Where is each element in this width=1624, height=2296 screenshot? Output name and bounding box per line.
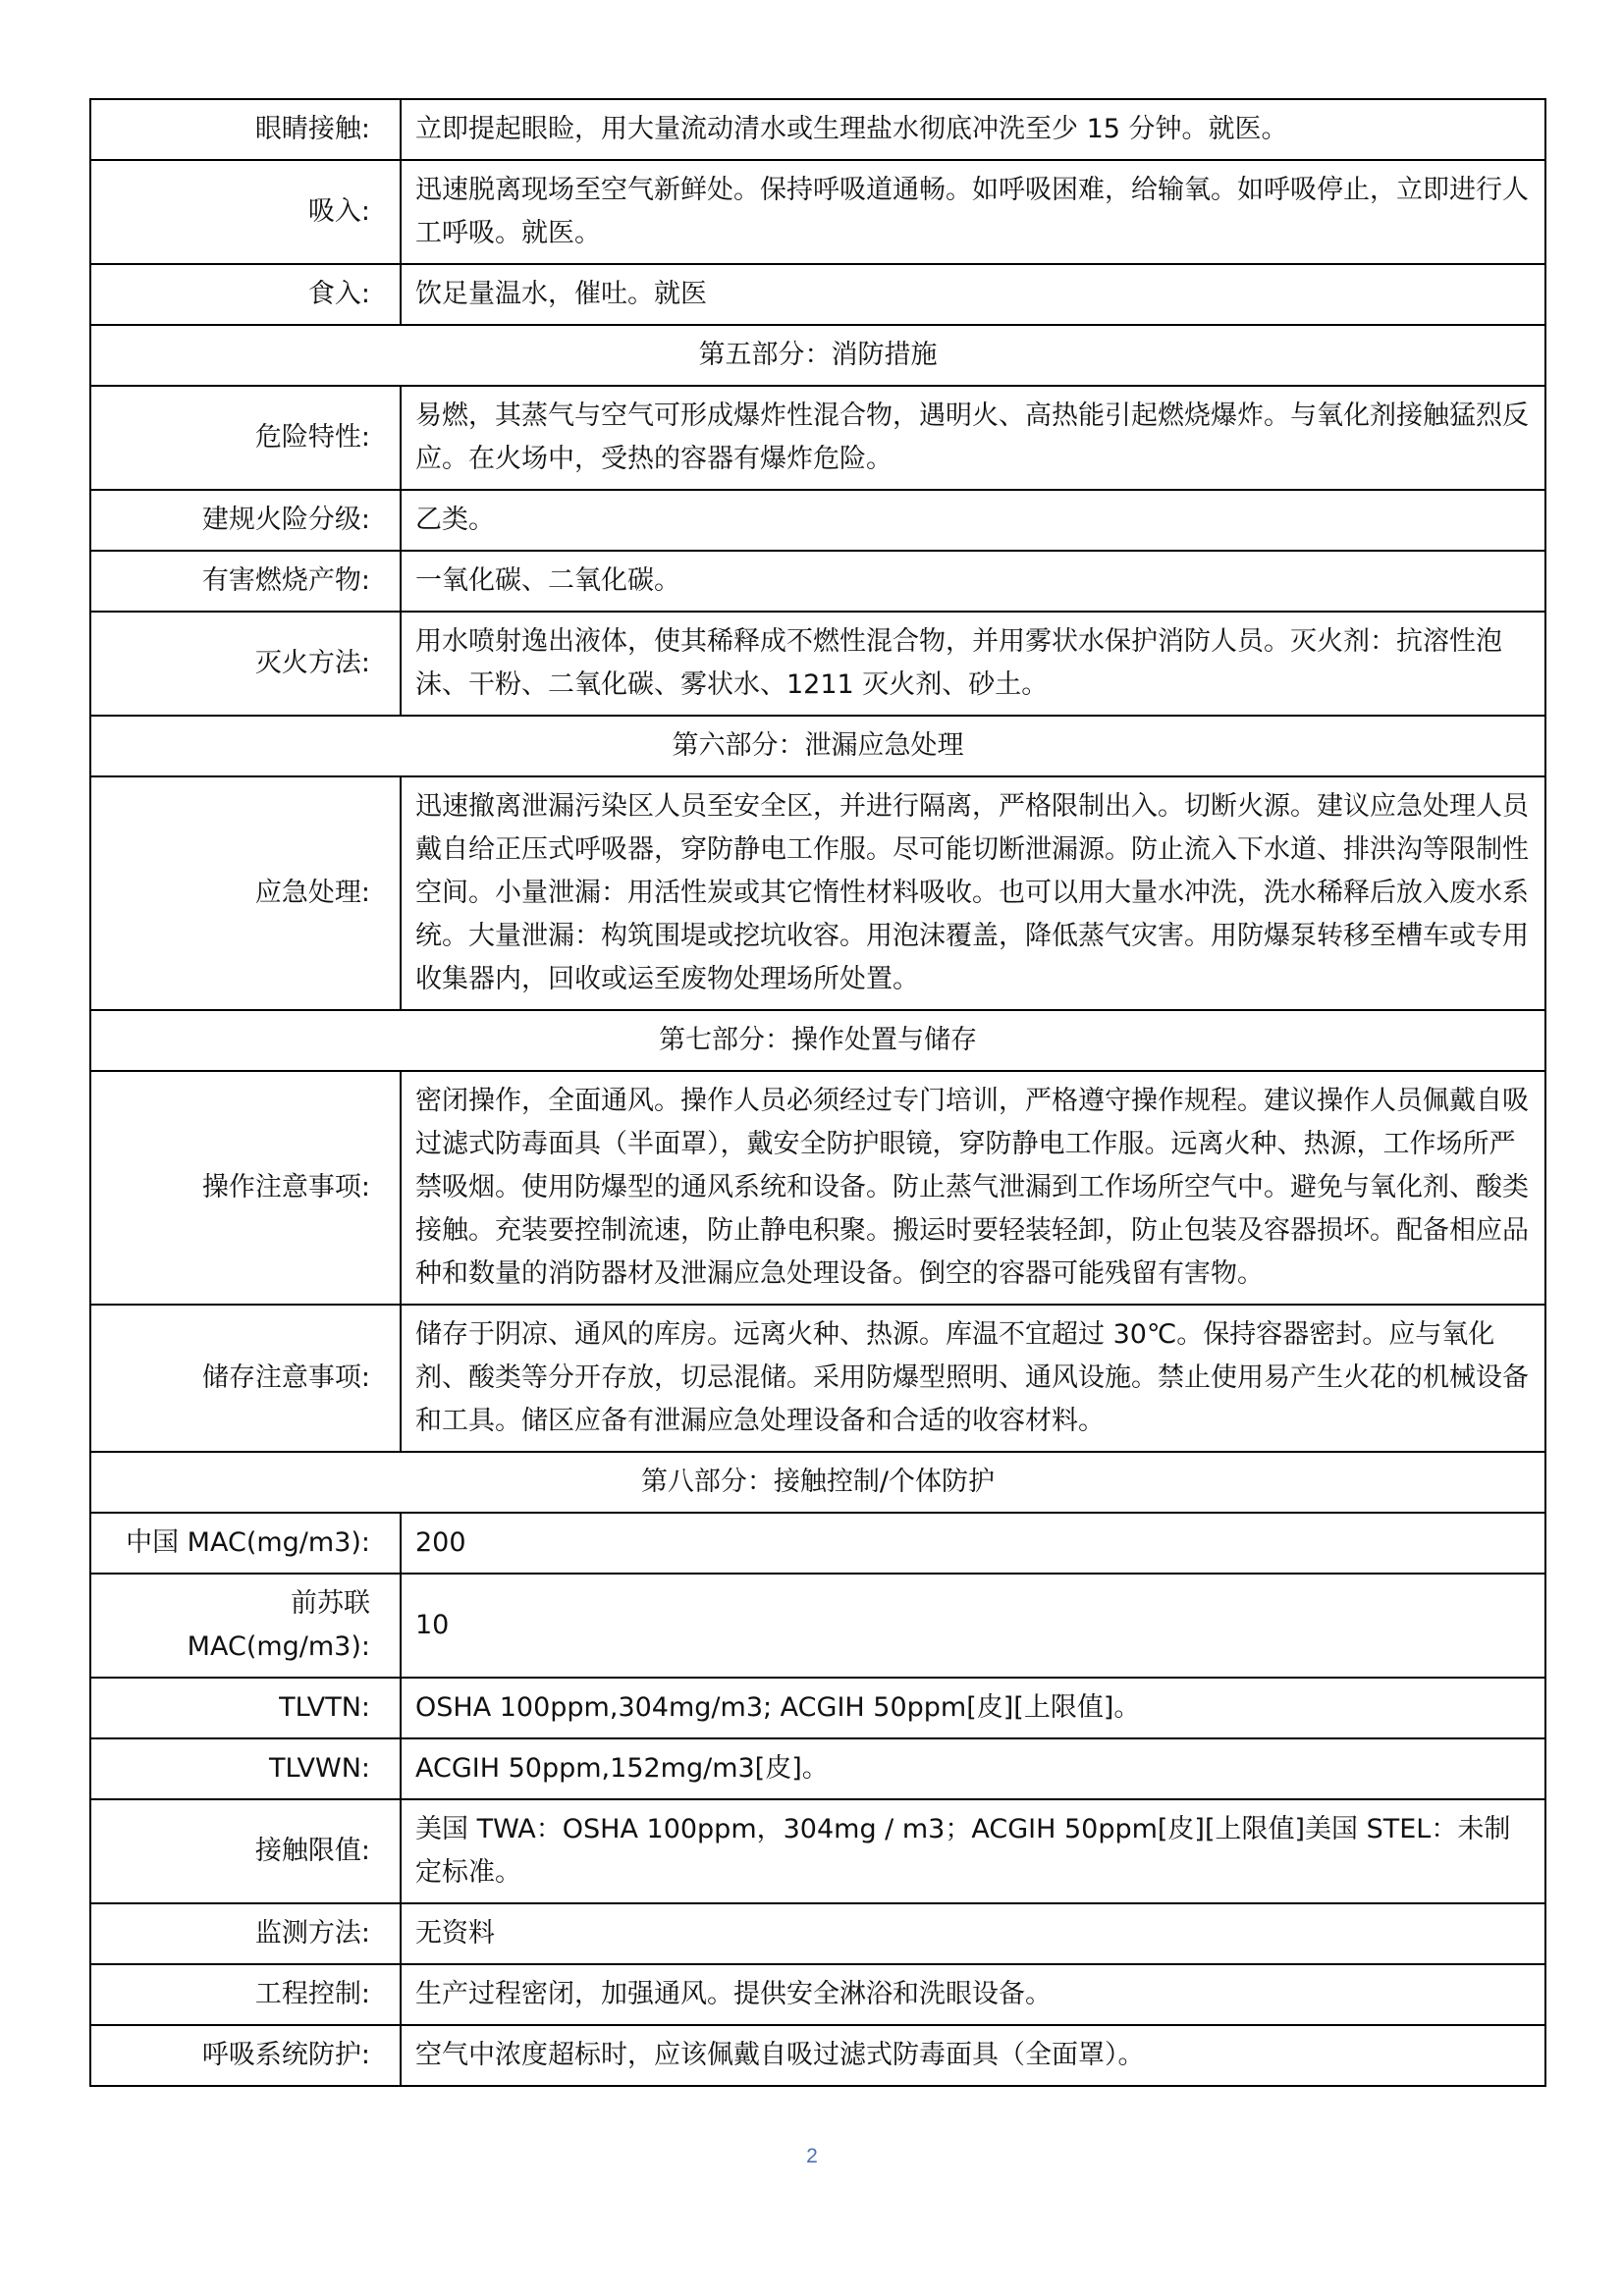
field-value: 用水喷射逸出液体，使其稀释成不燃性混合物，并用雾状水保护消防人员。灭火剂：抗溶性泡沫、干粉、二氧化碳、雾状水、1211 灭火剂、砂土。 <box>401 612 1545 716</box>
table-row <box>90 1903 1545 1964</box>
field-label: 食入: <box>90 264 401 325</box>
field-value: 立即提起眼睑，用大量流动清水或生理盐水彻底冲洗至少 15 分钟。就医。 <box>401 99 1545 160</box>
field-label: 操作注意事项: <box>90 1071 401 1305</box>
table-row <box>90 264 1545 325</box>
field-value: 空气中浓度超标时，应该佩戴自吸过滤式防毒面具（全面罩）。 <box>401 2025 1545 2086</box>
field-label: 呼吸系统防护: <box>90 2025 401 2086</box>
field-label: 眼睛接触: <box>90 99 401 160</box>
field-value: 无资料 <box>401 1903 1545 1964</box>
field-label: 危险特性: <box>90 386 401 490</box>
field-value: 迅速撤离泄漏污染区人员至安全区，并进行隔离，严格限制出入。切断火源。建议应急处理人员戴自给正压式呼吸器，穿防静电工作服。尽可能切断泄漏源。防止流入下水道、排洪沟等限制性空间。小量泄漏：用活性炭或其它惰性材料吸收。也可以用大量水冲洗，洗水稀释后放入废水系统。大量泄漏：构筑围堤或挖坑收容。用泡沫覆盖，降低蒸气灾害。用防爆泵转移至槽车或专用收集器内，回收或运至废物处理场所处置。 <box>401 776 1545 1010</box>
section-title: 第八部分：接触控制/个体防护 <box>90 1452 1545 1513</box>
table-row <box>90 1678 1545 1738</box>
table-row <box>90 1738 1545 1799</box>
section-header-row <box>90 716 1545 776</box>
msds-table <box>89 98 1546 2087</box>
field-label: TLVTN: <box>90 1678 401 1738</box>
section-header-row <box>90 1010 1545 1071</box>
table-row <box>90 1964 1545 2025</box>
table-row <box>90 160 1545 264</box>
field-label: 有害燃烧产物: <box>90 551 401 612</box>
field-label: TLVWN: <box>90 1738 401 1799</box>
field-label: 建规火险分级: <box>90 490 401 551</box>
field-value: 迅速脱离现场至空气新鲜处。保持呼吸道通畅。如呼吸困难，给输氧。如呼吸停止，立即进行人工呼吸。就医。 <box>401 160 1545 264</box>
table-row <box>90 386 1545 490</box>
field-value: 储存于阴凉、通风的库房。远离火种、热源。库温不宜超过 30℃。保持容器密封。应与氧化剂、酸类等分开存放，切忌混储。采用防爆型照明、通风设施。禁止使用易产生火花的机械设备和工具。储区应备有泄漏应急处理设备和合适的收容材料。 <box>401 1305 1545 1452</box>
table-row <box>90 490 1545 551</box>
msds-table-body <box>90 99 1545 2086</box>
section-title: 第七部分：操作处置与储存 <box>90 1010 1545 1071</box>
section-header-row <box>90 325 1545 386</box>
table-row <box>90 612 1545 716</box>
field-value: 易燃，其蒸气与空气可形成爆炸性混合物，遇明火、高热能引起燃烧爆炸。与氧化剂接触猛烈反应。在火场中，受热的容器有爆炸危险。 <box>401 386 1545 490</box>
field-label: 前苏联 MAC(mg/m3): <box>90 1574 401 1678</box>
page-number: 2 <box>806 2145 818 2167</box>
table-row <box>90 1799 1545 1903</box>
section-title: 第六部分：泄漏应急处理 <box>90 716 1545 776</box>
field-value: 密闭操作，全面通风。操作人员必须经过专门培训，严格遵守操作规程。建议操作人员佩戴自吸过滤式防毒面具（半面罩），戴安全防护眼镜，穿防静电工作服。远离火种、热源，工作场所严禁吸烟。使用防爆型的通风系统和设备。防止蒸气泄漏到工作场所空气中。避免与氧化剂、酸类接触。充装要控制流速，防止静电积聚。搬运时要轻装轻卸，防止包装及容器损坏。配备相应品种和数量的消防器材及泄漏应急处理设备。倒空的容器可能残留有害物。 <box>401 1071 1545 1305</box>
table-row <box>90 1513 1545 1574</box>
table-row <box>90 776 1545 1010</box>
section-header-row <box>90 1452 1545 1513</box>
field-value: OSHA 100ppm,304mg/m3; ACGIH 50ppm[皮][上限值]。 <box>401 1678 1545 1738</box>
field-label: 监测方法: <box>90 1903 401 1964</box>
field-value: 200 <box>401 1513 1545 1574</box>
field-label: 接触限值: <box>90 1799 401 1903</box>
field-value: 10 <box>401 1574 1545 1678</box>
field-value: 乙类。 <box>401 490 1545 551</box>
field-value: 美国 TWA：OSHA 100ppm，304mg / m3；ACGIH 50ppm[皮][上限值]美国 STEL：未制定标准。 <box>401 1799 1545 1903</box>
field-label: 吸入: <box>90 160 401 264</box>
table-row <box>90 551 1545 612</box>
field-value: ACGIH 50ppm,152mg/m3[皮]。 <box>401 1738 1545 1799</box>
field-label: 储存注意事项: <box>90 1305 401 1452</box>
field-value: 一氧化碳、二氧化碳。 <box>401 551 1545 612</box>
field-value: 饮足量温水，催吐。就医 <box>401 264 1545 325</box>
field-label: 工程控制: <box>90 1964 401 2025</box>
table-row <box>90 1305 1545 1452</box>
table-row <box>90 2025 1545 2086</box>
field-label: 应急处理: <box>90 776 401 1010</box>
field-value: 生产过程密闭，加强通风。提供安全淋浴和洗眼设备。 <box>401 1964 1545 2025</box>
table-row <box>90 1071 1545 1305</box>
field-label: 灭火方法: <box>90 612 401 716</box>
table-row <box>90 1574 1545 1678</box>
table-row <box>90 99 1545 160</box>
section-title: 第五部分：消防措施 <box>90 325 1545 386</box>
field-label: 中国 MAC(mg/m3): <box>90 1513 401 1574</box>
